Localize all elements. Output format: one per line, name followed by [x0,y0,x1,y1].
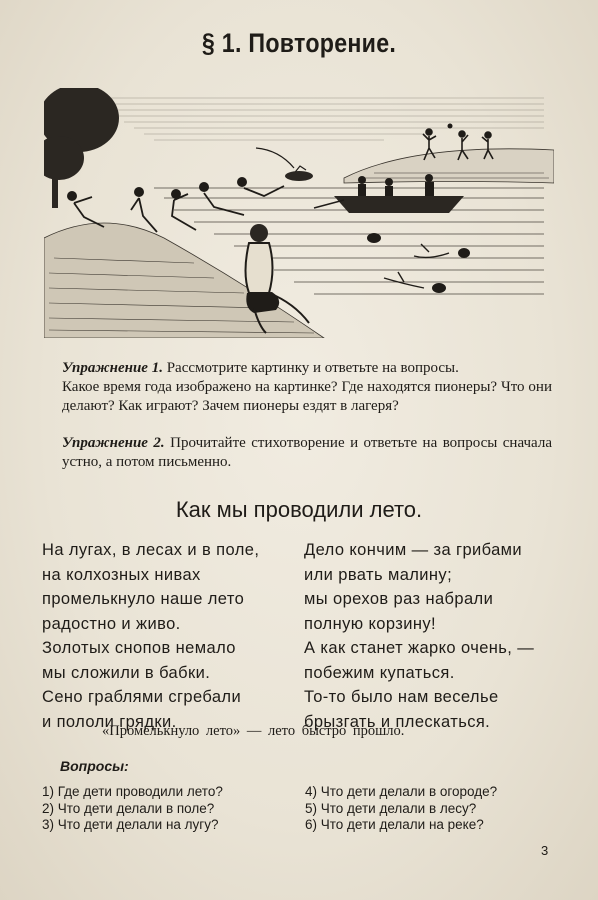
question-item: 6) Что дети делали на реке? [305,817,484,832]
poem-line: На лугах, в лесах и в поле, [42,541,260,559]
exercise-1-questions: Какое время года изображено на картинке? Где находятся пионеры? Что они делают? Как играют? Зачем пионеры ездят в лагеря? [62,379,552,414]
poem-line: мы сложили в бабки. [42,663,211,682]
poem-line: мы орехов раз набрали [304,590,494,608]
question-item: 5) Что дети делали в лесу? [305,800,477,816]
question-item: 1) Где дети проводили лето? [42,784,223,799]
question-item: 2) Что дети делали в поле? [42,800,215,816]
poem-line: Дело кончим — за грибами [304,541,523,559]
poem-left-column [42,538,259,734]
questions-right-column [305,784,497,834]
poem-title: Как мы проводили лето. [175,497,423,522]
exercise-2 [62,434,552,472]
poem-line: Сено граблями сгребали [42,688,242,706]
section-title: § 1. Повторение. [201,28,397,58]
poem-line: побежим купаться. [304,663,455,682]
questions-left-column [42,784,223,834]
poem-line: или рвать малину; [304,565,453,584]
question-item: 4) Что дети делали в огороде? [305,784,498,799]
poem-line: брызгать и плескаться. [304,712,491,731]
exercise-2-label: Упражнение 2. [62,435,165,451]
poem-line: Золотых снопов немало [42,639,236,657]
page-number: 3 [541,843,549,858]
lake-pioneers-illustration [44,88,554,338]
exercise-1-instruction: Рассмотрите картинку и ответьте на вопросы. [162,360,459,376]
poem-line: полную корзину! [304,614,436,633]
questions-heading: Вопросы: [60,758,129,774]
poem-line: промелькнуло наше лето [42,590,245,608]
vocabulary-note: «Промелькнуло лето» — лето быстро прошло. [102,723,405,739]
illustration-drawing [44,88,554,338]
question-item: 3) Что дети делали на лугу? [42,817,219,832]
poem-line: радостно и живо. [42,614,181,633]
poem-line: и пололи грядки. [42,712,177,731]
poem-right-column [304,538,534,734]
poem-line: на колхозных нивах [42,565,201,584]
exercise-2-instruction: Прочитайте стихотворение и ответьте на вопросы сначала устно, а потом письменно. [62,435,552,470]
exercise-1 [62,359,552,416]
poem-line: То-то было нам веселье [304,688,499,706]
poem-line: А как станет жарко очень, — [304,639,535,657]
exercise-1-label: Упражнение 1. [62,360,163,376]
